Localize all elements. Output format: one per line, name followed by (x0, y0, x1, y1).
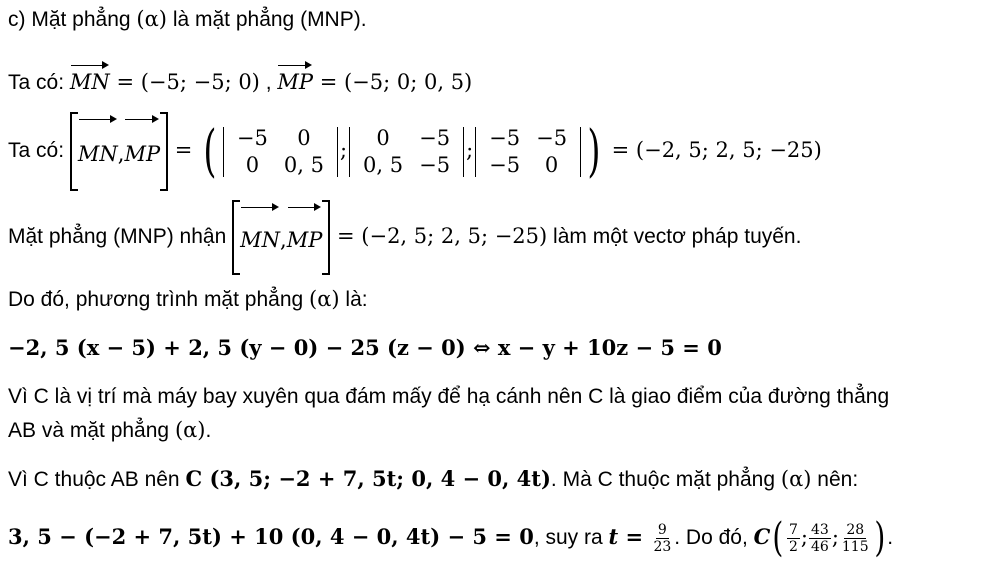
line-cross-product (8, 112, 822, 184)
normal-vector-value: = (−2, 5; 2, 5; −25) (330, 224, 548, 249)
det-cell: −5 (489, 152, 521, 177)
line-plane-alpha-intro (8, 5, 367, 34)
determinant-1 (223, 125, 338, 179)
text-segment: là mặt phẳng (MNP). (166, 8, 367, 31)
semicolon: ; (800, 525, 808, 549)
plane-equation: −2, 5 (x − 5) + 2, 5 (y − 0) − 25 (z − 0) ⇔ x − y + 10z − 5 = 0 (8, 335, 722, 360)
right-paren: ) (873, 515, 885, 562)
line-point-c (8, 465, 858, 494)
line-plane-equation-intro (8, 285, 368, 314)
cross-product-bracket (70, 112, 168, 191)
fraction-denominator: 46 (810, 538, 829, 555)
alpha-symbol: (α) (174, 418, 206, 442)
vector-mp: MP (277, 62, 313, 96)
comma: , (117, 142, 125, 166)
fraction-z (840, 522, 871, 555)
line-solve-t (8, 512, 893, 562)
text-segment: . Do đó, (674, 526, 754, 549)
t-label: t = (608, 524, 651, 549)
fraction-denominator: 2 (788, 538, 798, 555)
vector-mp-value: = (−5; 0; 0, 5) (313, 70, 473, 94)
det-cell: 0 (245, 152, 260, 177)
text-segment: AB và mặt phẳng (8, 419, 175, 442)
det-cell: 0, 5 (363, 152, 404, 177)
det-cell: −5 (536, 125, 568, 150)
text-segment: Vì C là vị trí mà máy bay xuyên qua đám mấy để hạ cánh nên C là giao điểm của đường thẳng (8, 385, 890, 408)
fraction-denominator: 23 (653, 538, 672, 555)
text-segment: nên: (811, 468, 859, 491)
text-segment: c) Mặt phẳng (8, 8, 137, 31)
det-cell: 0 (544, 152, 559, 177)
separator: , (259, 71, 278, 94)
fraction-numerator: 43 (810, 521, 829, 538)
vector-mn-value: = (−5; −5; 0) (109, 70, 260, 94)
right-paren: ) (587, 118, 601, 184)
fraction-numerator: 28 (846, 521, 865, 538)
cross-product-bracket (232, 200, 330, 275)
semicolon: ; (339, 138, 348, 163)
semicolon: ; (831, 525, 839, 549)
t-equation: 3, 5 − (−2 + 7, 5t) + 10 (0, 4 − 0, 4t) − 5 = 0 (8, 524, 534, 549)
line-vectors (8, 62, 472, 97)
point-c-label: C (753, 524, 771, 549)
det-cell: −5 (419, 125, 451, 150)
vector-mp: MP (124, 116, 160, 186)
determinant-2 (349, 125, 464, 179)
fraction-numerator: 7 (788, 521, 798, 538)
det-cell: 0 (297, 125, 311, 150)
left-paren: ( (772, 515, 784, 562)
determinant-3 (475, 125, 581, 179)
ta-co-label: Ta có: (8, 71, 70, 94)
det-cell: 0, 5 (283, 152, 324, 177)
det-cell: −5 (489, 125, 521, 150)
fraction-numerator: 9 (657, 521, 667, 538)
point-c-param: C (3, 5; −2 + 7, 5t; 0, 4 − 0, 4t) (185, 466, 551, 491)
fraction-denominator: 115 (841, 538, 869, 555)
vector-mp: MP (287, 204, 323, 270)
text-segment: . Mà C thuộc mặt phẳng (550, 468, 781, 491)
det-cell: −5 (419, 152, 451, 177)
semicolon: ; (466, 138, 474, 163)
text-segment: Do đó, phương trình mặt phẳng (8, 288, 310, 311)
alpha-symbol: (α) (309, 287, 340, 311)
text-segment: . (205, 419, 212, 442)
text-segment: Mặt phẳng (MNP) nhận (8, 225, 233, 249)
alpha-symbol: (α) (136, 7, 167, 31)
cross-product-result: = (−2, 5; 2, 5; −25) (604, 138, 822, 163)
period: . (887, 526, 894, 549)
fraction-t (651, 522, 673, 555)
text-segment: , suy ra (533, 526, 609, 549)
det-cell: −5 (236, 125, 268, 150)
text-segment: là: (339, 288, 368, 311)
equals-sign: = (168, 138, 200, 163)
fraction-y (809, 522, 831, 555)
alpha-symbol: (α) (780, 467, 812, 491)
ta-co-label: Ta có: (8, 139, 70, 163)
vector-mn: MN (70, 62, 110, 96)
vector-mn: MN (78, 116, 118, 186)
line-reasoning-1 (8, 383, 889, 411)
fraction-x (787, 522, 800, 555)
vector-mn: MN (240, 204, 280, 270)
line-normal-vector (8, 200, 801, 260)
line-plane-equation (8, 334, 722, 363)
text-segment: Vì C thuộc AB nên (8, 468, 186, 491)
comma: , (280, 228, 287, 252)
det-cell: 0 (376, 125, 390, 150)
line-reasoning-2 (8, 416, 211, 445)
text-segment: làm một vectơ pháp tuyến. (547, 225, 802, 249)
left-paren: ( (203, 118, 217, 184)
